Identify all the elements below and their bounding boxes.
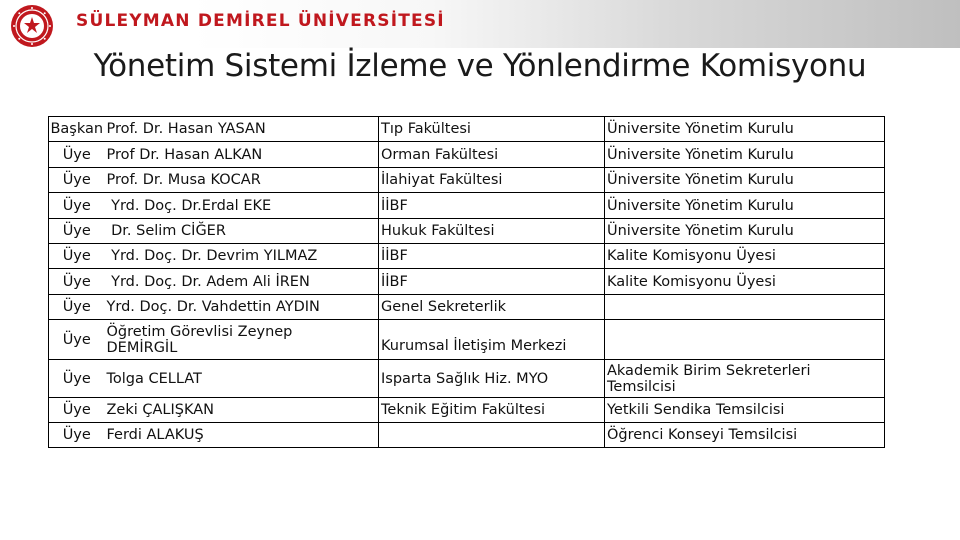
university-name: SÜLEYMAN DEMİREL ÜNİVERSİTESİ xyxy=(76,11,445,31)
unit-cell: Hukuk Fakültesi xyxy=(379,219,605,244)
table-row xyxy=(49,320,885,360)
role-cell: Başkan xyxy=(49,117,105,142)
university-seal-icon xyxy=(10,4,54,48)
table-row xyxy=(49,269,885,295)
representation-cell: Üniversite Yönetim Kurulu xyxy=(605,117,885,142)
unit-cell: Kurumsal İletişim Merkezi xyxy=(379,320,605,360)
representation-cell: Yetkili Sendika Temsilcisi xyxy=(605,398,885,423)
table-row xyxy=(49,142,885,168)
table-row xyxy=(49,168,885,193)
representation-cell: Üniversite Yönetim Kurulu xyxy=(605,142,885,168)
role-cell: Üye xyxy=(49,193,105,219)
role-cell: Üye xyxy=(49,320,105,360)
table-row xyxy=(49,219,885,244)
member-name-cell: Tolga CELLAT xyxy=(105,360,379,398)
role-cell: Üye xyxy=(49,360,105,398)
member-name-cell: Ferdi ALAKUŞ xyxy=(105,423,379,448)
representation-cell: Üniversite Yönetim Kurulu xyxy=(605,193,885,219)
unit-cell: Orman Fakültesi xyxy=(379,142,605,168)
member-name-cell: Yrd. Doç. Dr. Vahdettin AYDIN xyxy=(105,295,379,320)
representation-cell xyxy=(605,320,885,360)
member-name-cell: Prof. Dr. Musa KOCAR xyxy=(105,168,379,193)
unit-cell: Teknik Eğitim Fakültesi xyxy=(379,398,605,423)
role-cell: Üye xyxy=(49,168,105,193)
representation-cell: Akademik Birim Sekreterleri Temsilcisi xyxy=(605,360,885,398)
unit-cell: Genel Sekreterlik xyxy=(379,295,605,320)
representation-cell: Üniversite Yönetim Kurulu xyxy=(605,168,885,193)
member-name-cell: Yrd. Doç. Dr.Erdal EKE xyxy=(105,193,379,219)
table-row xyxy=(49,398,885,423)
member-name-cell: Öğretim Görevlisi Zeynep DEMİRGİL xyxy=(105,320,379,360)
commission-table xyxy=(48,116,885,448)
table-row xyxy=(49,244,885,269)
table-row xyxy=(49,423,885,448)
role-cell: Üye xyxy=(49,398,105,423)
role-cell: Üye xyxy=(49,142,105,168)
representation-cell: Kalite Komisyonu Üyesi xyxy=(605,269,885,295)
header-band xyxy=(0,0,960,48)
unit-cell: Tıp Fakültesi xyxy=(379,117,605,142)
member-name-cell: Prof Dr. Hasan ALKAN xyxy=(105,142,379,168)
role-cell: Üye xyxy=(49,219,105,244)
member-name-cell: Dr. Selim CİĞER xyxy=(105,219,379,244)
role-cell: Üye xyxy=(49,423,105,448)
representation-cell xyxy=(605,295,885,320)
table-row xyxy=(49,193,885,219)
table-row xyxy=(49,360,885,398)
member-name-cell: Prof. Dr. Hasan YASAN xyxy=(105,117,379,142)
member-name-cell: Yrd. Doç. Dr. Adem Ali İREN xyxy=(105,269,379,295)
unit-cell: İİBF xyxy=(379,193,605,219)
member-name-cell: Yrd. Doç. Dr. Devrim YILMAZ xyxy=(105,244,379,269)
table-row xyxy=(49,117,885,142)
representation-cell: Öğrenci Konseyi Temsilcisi xyxy=(605,423,885,448)
unit-cell: İlahiyat Fakültesi xyxy=(379,168,605,193)
unit-cell: İİBF xyxy=(379,244,605,269)
table-row xyxy=(49,295,885,320)
representation-cell: Kalite Komisyonu Üyesi xyxy=(605,244,885,269)
unit-cell: İİBF xyxy=(379,269,605,295)
role-cell: Üye xyxy=(49,244,105,269)
unit-cell xyxy=(379,423,605,448)
slide-title: Yönetim Sistemi İzleme ve Yönlendirme Komisyonu xyxy=(93,48,867,84)
role-cell: Üye xyxy=(49,295,105,320)
member-name-cell: Zeki ÇALIŞKAN xyxy=(105,398,379,423)
representation-cell: Üniversite Yönetim Kurulu xyxy=(605,219,885,244)
role-cell: Üye xyxy=(49,269,105,295)
unit-cell: Isparta Sağlık Hiz. MYO xyxy=(379,360,605,398)
